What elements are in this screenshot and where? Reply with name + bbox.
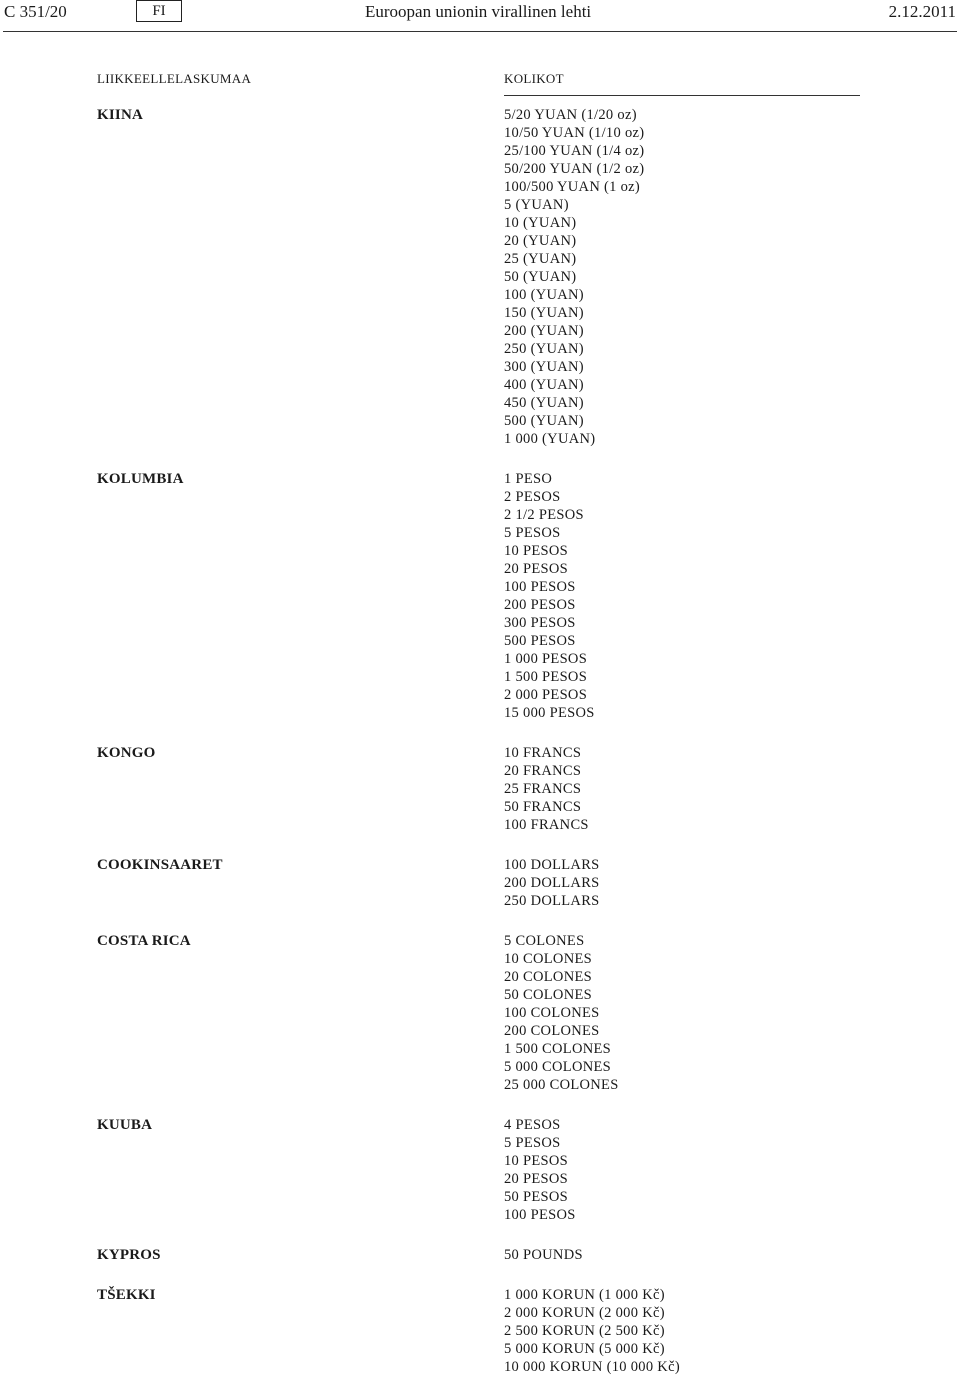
coin-denomination: 200 COLONES	[504, 1023, 600, 1039]
coin-denomination: 5 PESOS	[504, 1135, 561, 1151]
coin-denomination: 1 000 PESOS	[504, 651, 588, 667]
country-name: TŠEKKI	[97, 1287, 156, 1303]
coin-denomination: 300 (YUAN)	[504, 359, 584, 375]
coin-denomination: 2 000 PESOS	[504, 687, 588, 703]
country-name: KIINA	[97, 107, 144, 123]
country-name: KOLUMBIA	[97, 471, 184, 487]
coin-denomination: 50 PESOS	[504, 1189, 569, 1205]
coin-denomination: 5 PESOS	[504, 525, 561, 541]
coin-denomination: 200 DOLLARS	[504, 875, 600, 891]
coin-denomination: 50 (YUAN)	[504, 269, 577, 285]
publication-date: 2.12.2011	[888, 2, 956, 21]
column-header-divider	[504, 95, 860, 96]
country-entry	[0, 106, 960, 448]
coin-denomination: 500 (YUAN)	[504, 413, 584, 429]
coin-denomination: 10 000 KORUN (10 000 Kč)	[504, 1359, 680, 1375]
coin-denomination: 1 500 PESOS	[504, 669, 588, 685]
coin-denomination: 2 PESOS	[504, 489, 561, 505]
coin-denomination: 1 500 COLONES	[504, 1041, 612, 1057]
coin-denomination: 10/50 YUAN (1/10 oz)	[504, 125, 645, 141]
coin-denomination: 15 000 PESOS	[504, 705, 595, 721]
coin-denomination: 20 COLONES	[504, 969, 592, 985]
coin-denomination: 100/500 YUAN (1 oz)	[504, 179, 641, 195]
column-header-issuer: LIIKKEELLELASKUMAA	[97, 71, 252, 86]
journal-issue-code: C 351/20	[4, 2, 67, 21]
coin-denomination: 10 PESOS	[504, 1153, 569, 1169]
coin-denomination: 50 FRANCS	[504, 799, 582, 815]
coin-denomination: 2 000 KORUN (2 000 Kč)	[504, 1305, 665, 1321]
coin-denomination: 5 (YUAN)	[504, 197, 569, 213]
coin-denomination: 5 000 COLONES	[504, 1059, 612, 1075]
coin-denomination: 250 DOLLARS	[504, 893, 600, 909]
coin-denomination: 1 000 KORUN (1 000 Kč)	[504, 1287, 665, 1303]
country-entry	[0, 1246, 960, 1264]
coin-denomination: 100 PESOS	[504, 579, 576, 595]
coin-denomination: 1 PESO	[504, 471, 553, 487]
coin-denomination: 10 COLONES	[504, 951, 592, 967]
country-name: KUUBA	[97, 1117, 153, 1133]
coin-list	[504, 470, 960, 722]
coin-list	[504, 1286, 960, 1376]
country-entry	[0, 932, 960, 1094]
coin-denomination: 25 000 COLONES	[504, 1077, 619, 1093]
coin-list	[504, 1116, 960, 1224]
country-entry	[0, 470, 960, 722]
coin-denomination: 450 (YUAN)	[504, 395, 584, 411]
coin-denomination: 5/20 YUAN (1/20 oz)	[504, 107, 637, 123]
coin-denomination: 20 PESOS	[504, 1171, 569, 1187]
coin-denomination: 20 (YUAN)	[504, 233, 577, 249]
journal-title: Euroopan unionin virallinen lehti	[365, 2, 592, 21]
coin-denomination: 25 FRANCS	[504, 781, 582, 797]
coin-denomination: 5 000 KORUN (5 000 Kč)	[504, 1341, 665, 1357]
country-name: COSTA RICA	[97, 933, 191, 949]
coin-list	[504, 932, 960, 1094]
coin-list	[504, 106, 960, 448]
column-header-coins: KOLIKOT	[504, 71, 564, 86]
country-entry	[0, 856, 960, 910]
coin-denomination: 50/200 YUAN (1/2 oz)	[504, 161, 645, 177]
coin-denomination: 25/100 YUAN (1/4 oz)	[504, 143, 645, 159]
coin-list	[504, 744, 960, 834]
coin-denomination: 400 (YUAN)	[504, 377, 584, 393]
coin-denomination: 100 FRANCS	[504, 817, 589, 833]
coin-denomination: 20 PESOS	[504, 561, 569, 577]
coin-denomination: 2 1/2 PESOS	[504, 507, 584, 523]
coin-denomination: 100 (YUAN)	[504, 287, 584, 303]
country-entry	[0, 744, 960, 834]
coin-table	[0, 106, 960, 1398]
country-name: KONGO	[97, 745, 156, 761]
page-header	[0, 0, 960, 33]
country-name: COOKINSAARET	[97, 857, 223, 873]
coin-denomination: 1 000 (YUAN)	[504, 431, 596, 447]
coin-denomination: 2 500 KORUN (2 500 Kč)	[504, 1323, 665, 1339]
coin-denomination: 5 COLONES	[504, 933, 585, 949]
coin-denomination: 100 DOLLARS	[504, 857, 600, 873]
coin-denomination: 250 (YUAN)	[504, 341, 584, 357]
coin-denomination: 4 PESOS	[504, 1117, 561, 1133]
country-name: KYPROS	[97, 1247, 161, 1263]
coin-denomination: 200 PESOS	[504, 597, 576, 613]
coin-denomination: 10 FRANCS	[504, 745, 582, 761]
coin-denomination: 100 PESOS	[504, 1207, 576, 1223]
coin-denomination: 500 PESOS	[504, 633, 576, 649]
coin-denomination: 25 (YUAN)	[504, 251, 577, 267]
coin-denomination: 50 POUNDS	[504, 1247, 583, 1263]
coin-denomination: 100 COLONES	[504, 1005, 600, 1021]
country-entry	[0, 1116, 960, 1224]
coin-list	[504, 856, 960, 910]
coin-denomination: 20 FRANCS	[504, 763, 582, 779]
coin-denomination: 200 (YUAN)	[504, 323, 584, 339]
coin-denomination: 10 (YUAN)	[504, 215, 577, 231]
language-badge: FI	[136, 0, 182, 22]
coin-denomination: 300 PESOS	[504, 615, 576, 631]
coin-denomination: 150 (YUAN)	[504, 305, 584, 321]
country-entry	[0, 1286, 960, 1376]
coin-denomination: 10 PESOS	[504, 543, 569, 559]
coin-denomination: 50 COLONES	[504, 987, 592, 1003]
header-divider	[3, 31, 957, 32]
coin-list	[504, 1246, 960, 1264]
